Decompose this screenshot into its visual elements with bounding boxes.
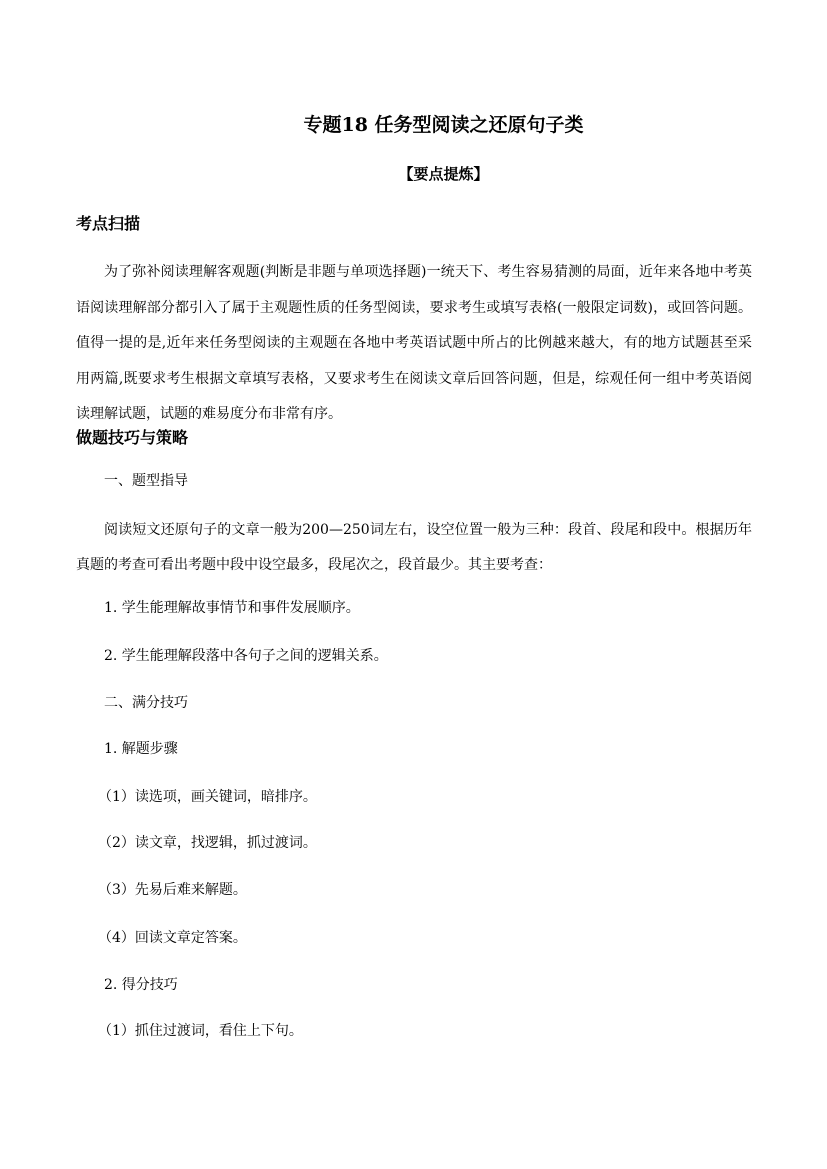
tips-heading: 2. 得分技巧	[104, 977, 178, 993]
step-item: （3）先易后难来解题。	[98, 882, 247, 898]
step-item: （4）回读文章定答案。	[98, 930, 247, 946]
list-item: 1. 学生能理解故事情节和事件发展顺序。	[104, 600, 360, 616]
steps-heading: 1. 解题步骤	[104, 741, 178, 757]
step-item: （1）读选项，画关键词，暗排序。	[98, 789, 317, 805]
intro-paragraph: 为了弥补阅读理解客观题(判断是非题与单项选择题)一统天下、考生容易猜测的局面，近年来各地中考英语阅读理解部分都引入了属于主观题性质的任务型阅读，要求考生或填写表格(一般限定词数)，或回答问题。值得一提的是,近年来任务型阅读的主观题在各地中考英语试题中所占的比例越来越大，有的地方试题甚至采用两篇,既要求考生根据文章填写表格，又要求考生在阅读文章后回答问题，但是，综观任何一组中考英语阅读理解试题，试题的难易度分布非常有序。	[76, 264, 752, 423]
tip-item: （1）抓住过渡词，看住上下句。	[98, 1023, 303, 1039]
heading-strategies: 做题技巧与策略	[76, 428, 189, 447]
section-subtitle: 【要点提炼】	[398, 165, 489, 183]
part1-heading: 一、题型指导	[104, 473, 188, 489]
part1-paragraph: 阅读短文还原句子的文章一般为200—250词左右，设空位置一般为三种：段首、段尾和段中。根据历年真题的考查可看出考题中段中设空最多，段尾次之，段首最少。其主要考查：	[76, 522, 752, 573]
heading-exam-scan: 考点扫描	[76, 214, 141, 233]
part2-heading: 二、满分技巧	[104, 695, 188, 711]
step-item: （2）读文章，找逻辑，抓过渡词。	[98, 835, 317, 851]
document-title: 专题18 任务型阅读之还原句子类	[303, 114, 584, 136]
list-item: 2. 学生能理解段落中各句子之间的逻辑关系。	[104, 648, 388, 664]
